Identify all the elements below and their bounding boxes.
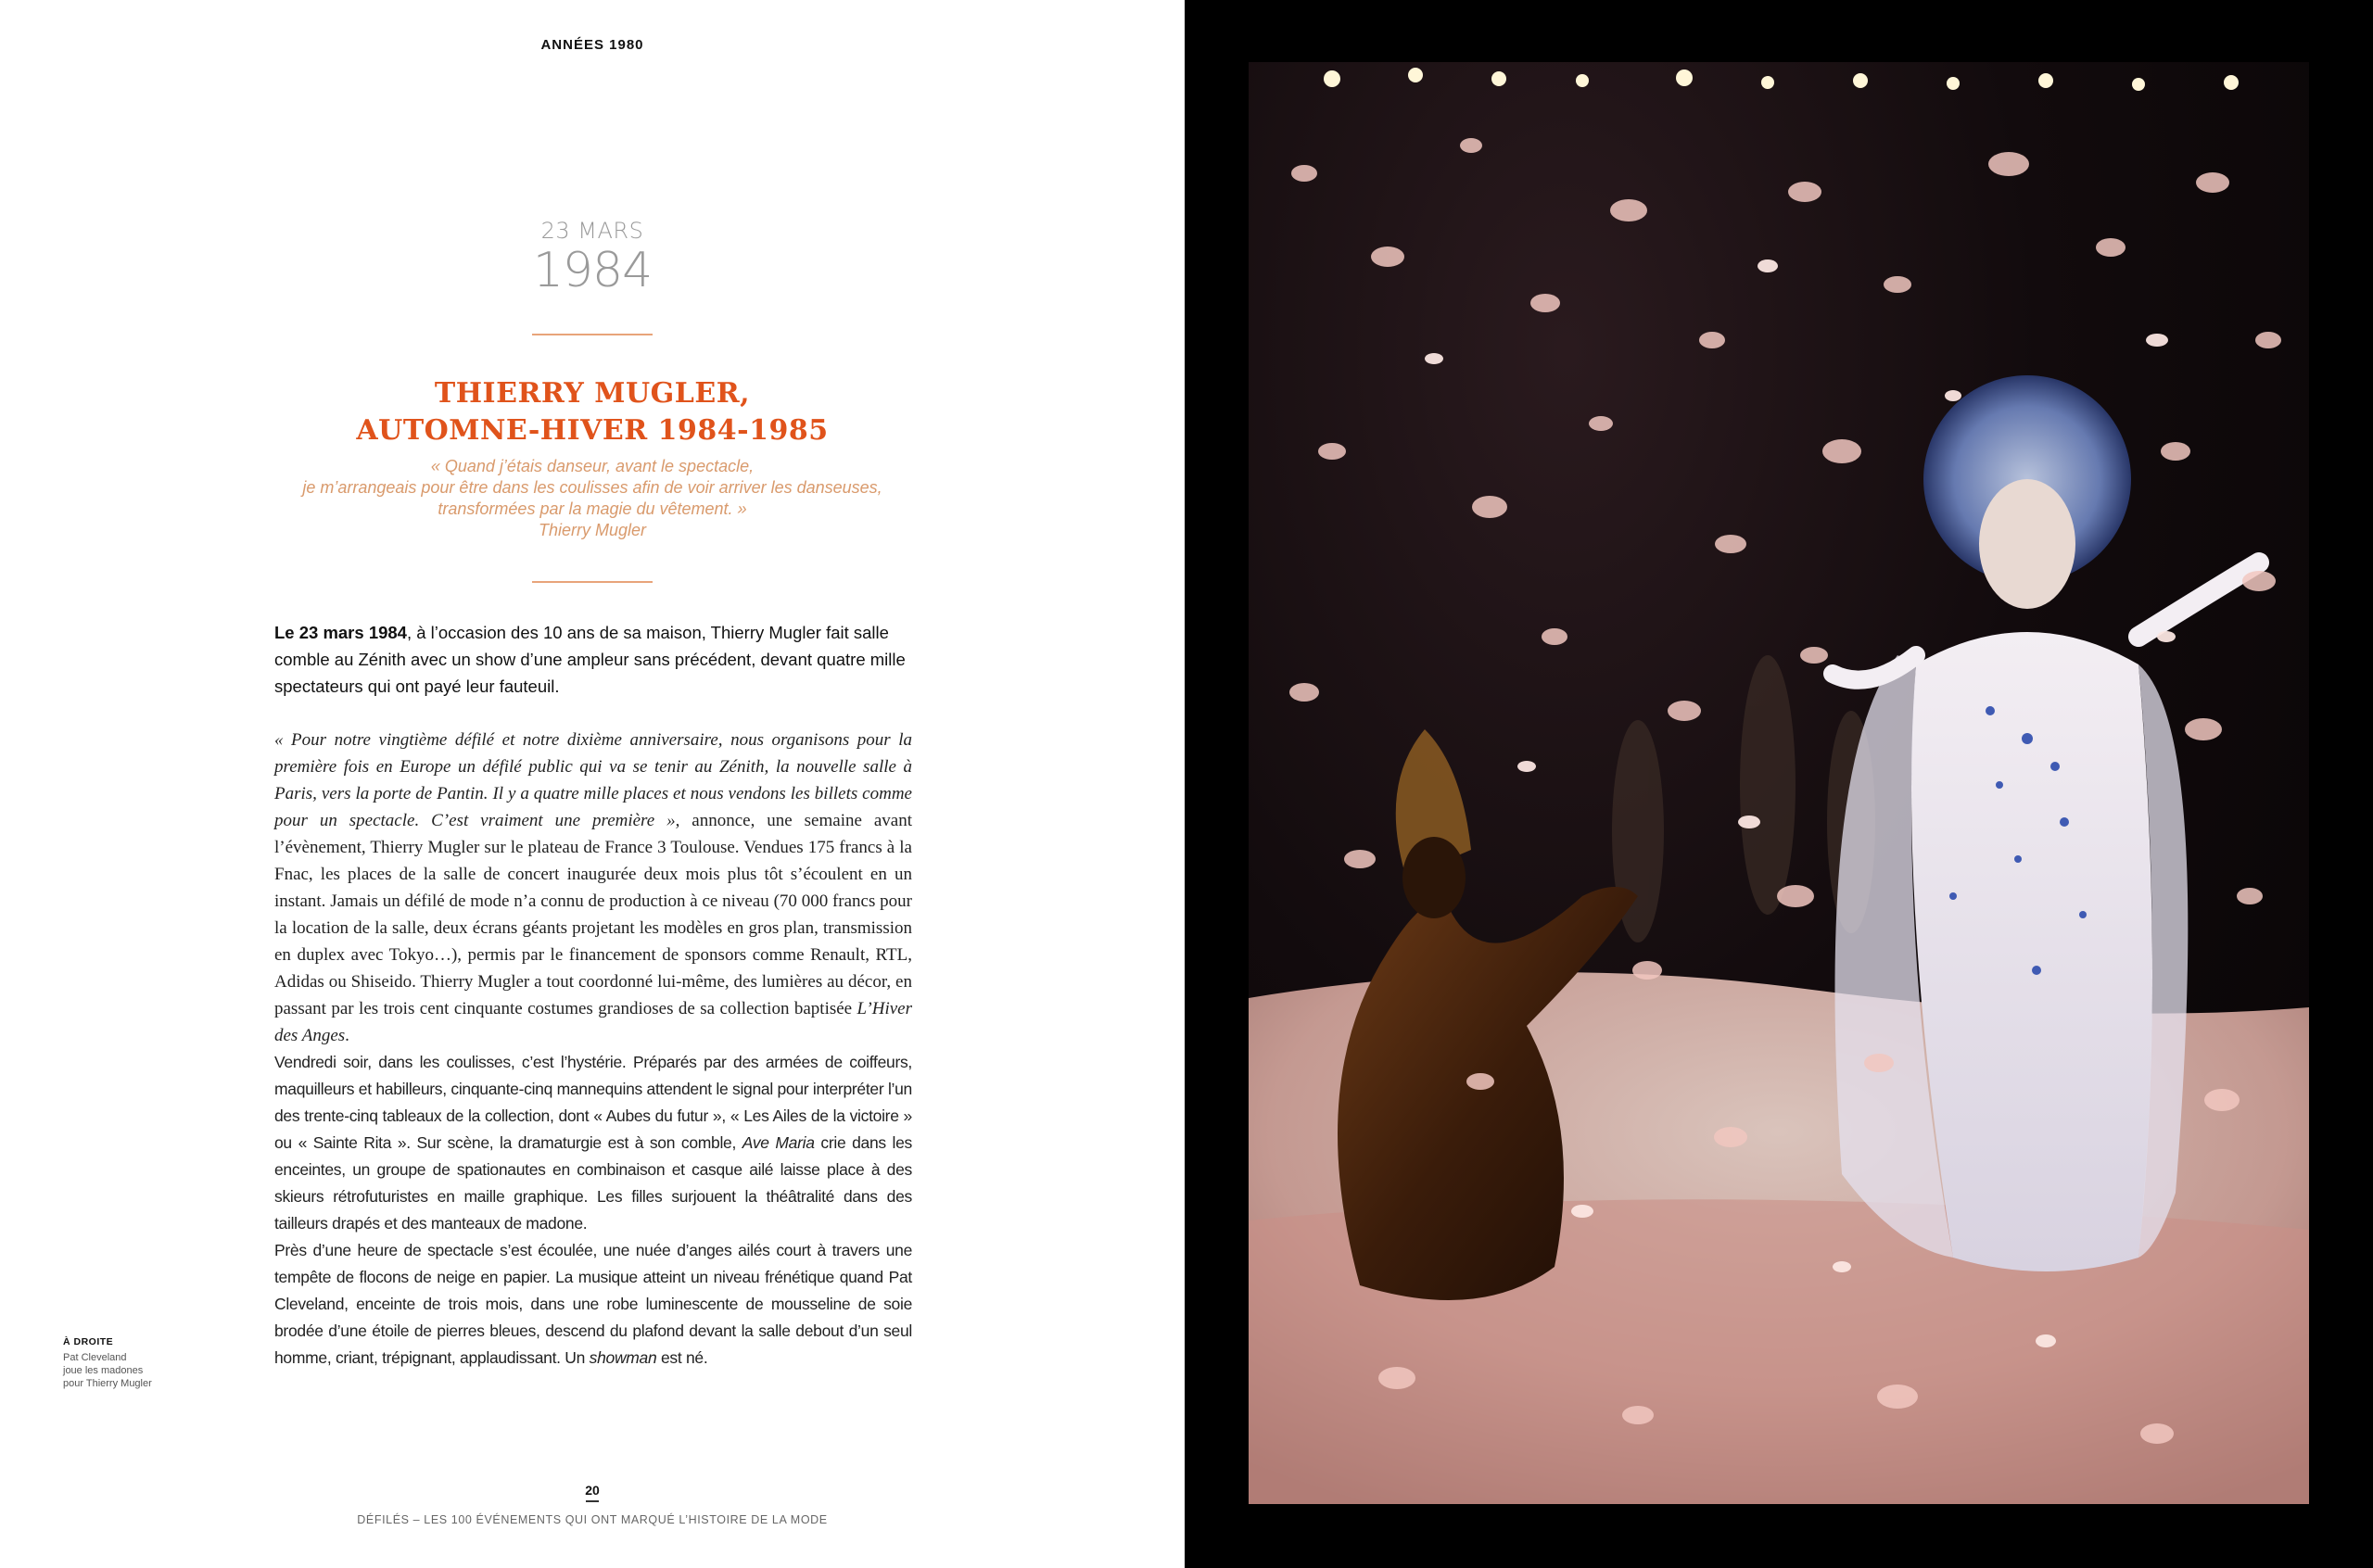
page-number-rule [586,1500,599,1502]
date-year: 1984 [532,243,653,298]
caption-line-2: joue les madones [63,1365,144,1376]
page-number: 20 [585,1483,600,1498]
article-title [0,375,1185,449]
runway-photo [1249,62,2309,1504]
ave-maria: Ave Maria [742,1133,815,1152]
caption-title: À DROITE [63,1336,114,1347]
bottom-divider [532,581,653,583]
caption-line-3: pour Thierry Mugler [63,1378,152,1389]
left-page [0,0,1185,1568]
lead-text: , à l’occasion des 10 ans de sa maison, Thierry Mugler fait salle comble au Zénith avec un show d’une ampleur sans précédent, devant quatre mille spectateurs qui ont payé leur fauteuil. [274,623,906,696]
body-p2-start: Vendredi soir, dans les coulisses, c’est l’hystérie. Préparés par des armées de coiffeurs, maquilleurs et habilleurs, cinquante-cinq mannequins attendent le signal pour interpréter l’un des trente-cinq tableaux de la collection, dont « Aubes du futur », « Les Ailes de la victoire » ou « Sainte Rita ». Sur scène, la dramaturgie est à son comble, [274,1053,912,1152]
quote-line-2: je m’arrangeais pour être dans les coulisses afin de voir arriver les danseuses, [302,478,882,497]
lead-date: Le 23 mars 1984 [274,623,407,642]
body-quote: « Pour notre vingtième défilé et notre dixième anniversaire, nous organisons pour la première fois en Europe un défilé public qui va se tenir au Zénith, la nouvelle salle à Paris, vers la porte de Pantin. Il y a quatre mille places et nous vendons les billets comme pour un spectacle. C’est vraiment une première » [274,730,912,830]
section-header: ANNÉES 1980 [540,37,644,53]
top-divider [532,334,653,335]
body-p3-end: est né. [656,1348,708,1367]
title-line-1: THIERRY MUGLER, [434,377,751,410]
body-p3-start: Près d’une heure de spectacle s’est écoulée, une nuée d’anges ailés court à travers une tempête de flocons de neige en papier. La musique atteint un niveau frénétique quand Pat Cleveland, enceinte de trois mois, dans une robe luminescente de mousseline de soie brodée d’une étoile de pierres bleues, descend du plafond devant la salle debout d’un seul homme, criant, trépignant, applaudissant. Un [274,1241,912,1367]
showman-word: showman [589,1348,657,1367]
runway-photo-illustration [1249,62,2309,1504]
article-body [274,727,912,1372]
photo-caption [63,1335,193,1390]
body-p1-rest: , annonce, une semaine avant l’évènement, Thierry Mugler sur le plateau de France 3 Toulouse. Vendues 175 francs à la Fnac, les places de la salle de concert inaugurée deux mois plus tôt s’écoulent en un instant. Jamais un défilé de mode n’a connu de production à ce niveau (70 000 francs pour la location de la salle, deux écrans géants projetant les modèles en gros plan, transmission en duplex avec Tokyo…), permis par le financement de sponsors comme Renault, RTL, Adidas ou Shiseido. Thierry Mugler a tout coordonné lui-même, des lumières au décor, en passant par les trois cent cinquante costumes grandioses de sa collection baptisée [274,811,912,1018]
quote-line-1: « Quand j’étais danseur, avant le spectacle, [430,457,755,475]
body-paragraph-3 [274,1237,912,1372]
quote-author: Thierry Mugler [538,521,647,539]
date-day-month: 23 MARS [540,218,644,244]
title-line-2: AUTOMNE-HIVER 1984-1985 [356,414,829,447]
quote-line-3: transformées par la magie du vêtement. » [438,499,747,518]
lead-paragraph [274,619,912,700]
body-p1-end: . [345,1026,349,1045]
body-p2-end: crie dans les enceintes, un groupe de spationautes en combinaison et casque ailé laisse place à des skieurs rétrofuturistes en maille graphique. Les filles surjouent la théâtralité dans des tailleurs drapés et des manteaux de madone. [274,1133,913,1233]
epigraph-quote [0,456,1185,541]
caption-line-1: Pat Cleveland [63,1352,127,1363]
body-paragraph-2 [274,1049,912,1237]
running-title: DÉFILÉS – LES 100 ÉVÉNEMENTS QUI ONT MARQUÉ L’HISTOIRE DE LA MODE [357,1513,828,1526]
body-paragraph-1 [274,727,912,1049]
collection-name: L’Hiver des Anges [274,999,912,1045]
